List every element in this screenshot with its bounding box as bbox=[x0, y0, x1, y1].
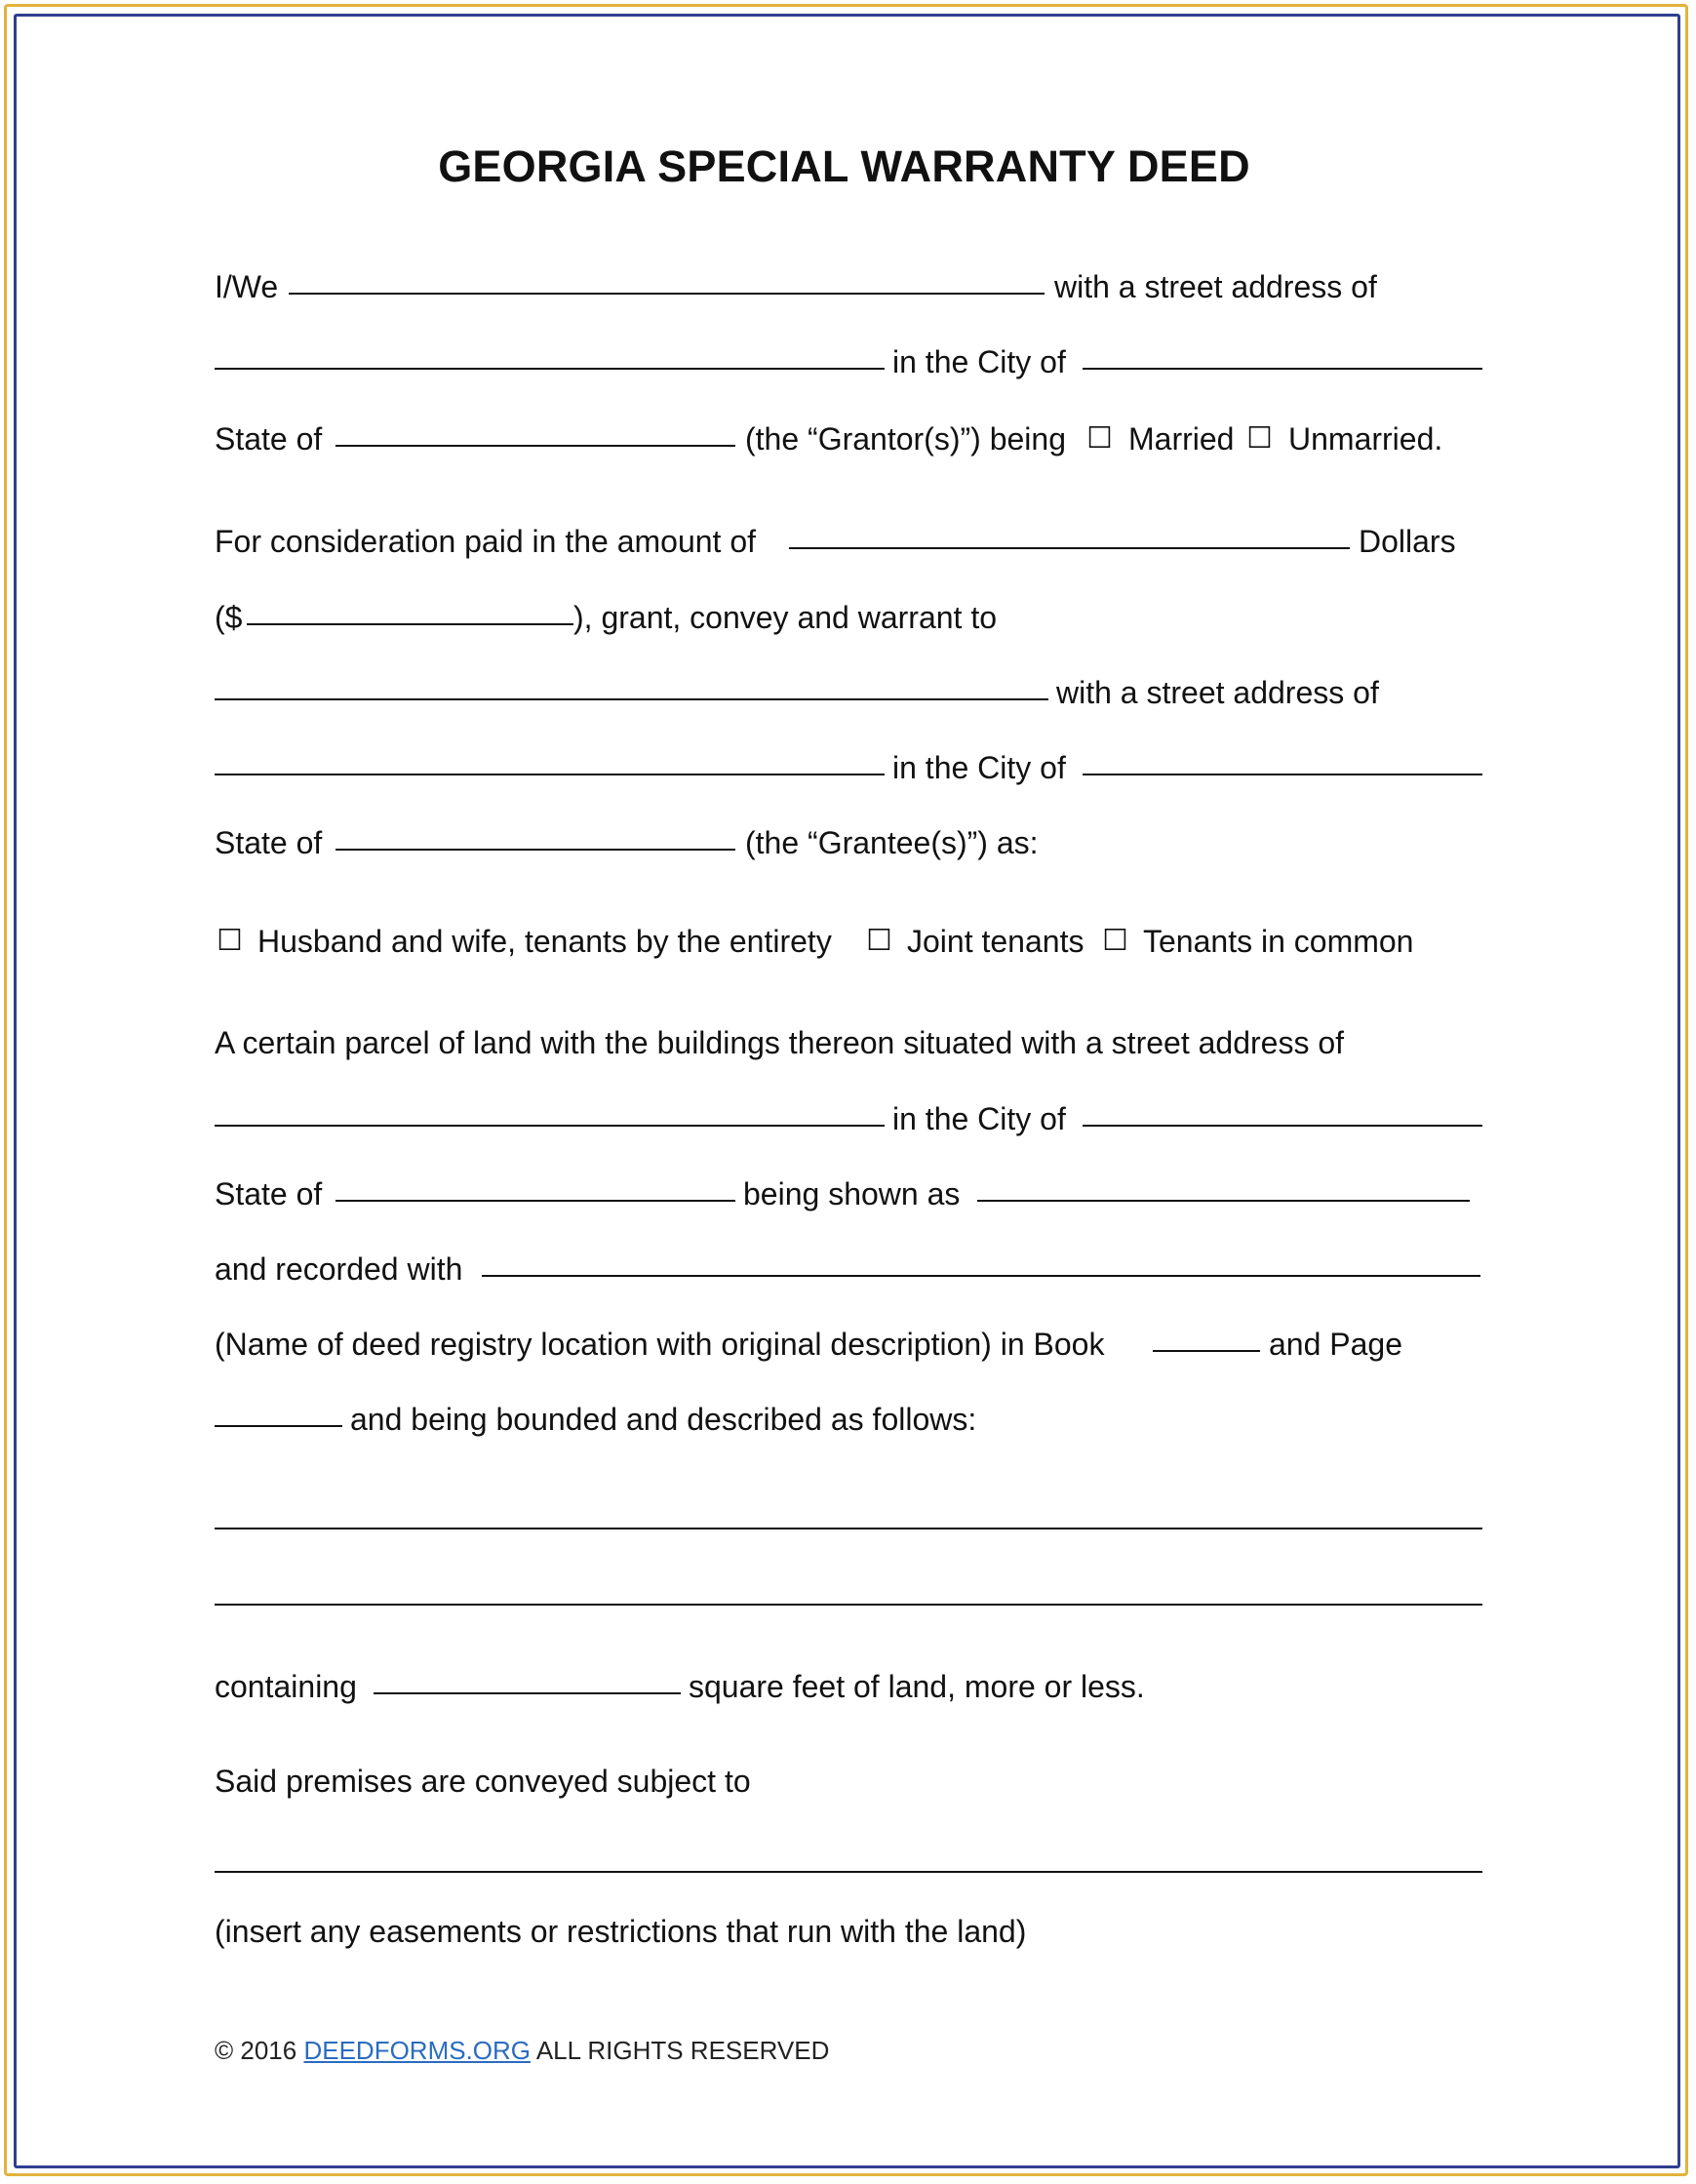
grant-convey-label: ), grant, convey and warrant to bbox=[573, 600, 997, 635]
square-feet-field[interactable] bbox=[374, 1665, 681, 1694]
iwe-label: I/We bbox=[215, 269, 279, 304]
dollars-label: Dollars bbox=[1359, 524, 1456, 559]
description-field-2[interactable] bbox=[215, 1604, 1482, 1606]
grantor-state-field[interactable] bbox=[335, 417, 735, 447]
grantor-city-field[interactable] bbox=[1083, 340, 1482, 370]
recorded-with-field[interactable] bbox=[482, 1248, 1480, 1277]
easements-note-line bbox=[215, 1910, 1482, 1953]
page-border-inner bbox=[14, 14, 1680, 2168]
consideration-label: For consideration paid in the amount of bbox=[215, 524, 756, 559]
book-page-line bbox=[215, 1323, 1482, 1366]
parcel-state-field[interactable] bbox=[335, 1172, 735, 1202]
and-page-label: and Page bbox=[1269, 1327, 1403, 1362]
parcel-intro-line bbox=[215, 1021, 1482, 1064]
footer-rights: ALL RIGHTS RESERVED bbox=[535, 2036, 830, 2065]
grantee-city-field[interactable] bbox=[1083, 746, 1482, 775]
grantee-street-field[interactable] bbox=[215, 746, 885, 775]
consideration-words-field[interactable] bbox=[789, 520, 1350, 549]
grantor-name-line bbox=[215, 265, 1482, 308]
grantor-address-line bbox=[215, 340, 1482, 383]
dollar-amount-line bbox=[215, 596, 1482, 639]
husband-wife-label: Husband and wife, tenants by the entirety bbox=[257, 924, 832, 959]
grantee-state-field[interactable] bbox=[335, 821, 735, 851]
tenants-common-label: Tenants in common bbox=[1143, 924, 1414, 959]
grantor-street-field[interactable] bbox=[215, 340, 885, 370]
grantor-state-label: State of bbox=[215, 421, 323, 457]
conveyed-subject-label: Said premises are conveyed subject to bbox=[215, 1764, 751, 1799]
footer bbox=[215, 2034, 829, 2067]
grantee-name-line bbox=[215, 671, 1482, 714]
grantor-state-line bbox=[215, 417, 1482, 460]
parcel-city-label: in the City of bbox=[892, 1101, 1066, 1136]
grantee-state-label: State of bbox=[215, 825, 323, 860]
containing-label: containing bbox=[215, 1669, 357, 1704]
footer-site-link[interactable]: DEEDFORMS.ORG bbox=[303, 2036, 532, 2065]
registry-desc-label: (Name of deed registry location with original description) in Book bbox=[215, 1327, 1105, 1362]
grantor-being-label: (the “Grantor(s)”) being bbox=[745, 421, 1066, 457]
grantee-name-field[interactable] bbox=[215, 671, 1048, 700]
grantee-street-label: with a street address of bbox=[1056, 675, 1379, 710]
conveyed-subject-line bbox=[215, 1760, 1482, 1803]
husband-wife-checkbox[interactable]: ☐ bbox=[217, 924, 243, 958]
parcel-intro-text: A certain parcel of land with the buildings thereon situated with a street address of bbox=[215, 1025, 1345, 1060]
recorded-with-line bbox=[215, 1248, 1482, 1291]
parcel-city-field[interactable] bbox=[1083, 1097, 1482, 1127]
dollar-amount-field[interactable] bbox=[247, 596, 573, 625]
description-field-1[interactable] bbox=[215, 1528, 1482, 1529]
consideration-line bbox=[215, 520, 1482, 563]
book-field[interactable] bbox=[1153, 1323, 1260, 1352]
grantor-name-field[interactable] bbox=[289, 265, 1045, 295]
parcel-address-line bbox=[215, 1097, 1482, 1140]
footer-copyright: © 2016 bbox=[215, 2036, 297, 2065]
being-shown-field[interactable] bbox=[977, 1172, 1470, 1202]
grantee-city-label: in the City of bbox=[892, 750, 1066, 785]
containing-line bbox=[215, 1665, 1482, 1708]
bounded-label: and being bounded and described as follows: bbox=[350, 1402, 977, 1437]
page-field[interactable] bbox=[215, 1398, 342, 1427]
square-feet-label: square feet of land, more or less. bbox=[689, 1669, 1145, 1704]
unmarried-checkbox[interactable]: ☐ bbox=[1246, 421, 1273, 456]
grantor-street-label: with a street address of bbox=[1054, 269, 1377, 304]
grantee-address-line bbox=[215, 746, 1482, 789]
married-checkbox[interactable]: ☐ bbox=[1086, 421, 1113, 456]
parcel-state-line bbox=[215, 1172, 1482, 1215]
page-number-line bbox=[215, 1398, 1482, 1441]
joint-tenants-label: Joint tenants bbox=[907, 924, 1085, 959]
easements-note: (insert any easements or restrictions that run with the land) bbox=[215, 1914, 1027, 1949]
married-label: Married bbox=[1128, 421, 1235, 457]
document-title-text: GEORGIA SPECIAL WARRANTY DEED bbox=[438, 141, 1250, 191]
being-shown-label: being shown as bbox=[743, 1176, 961, 1211]
grantee-state-line bbox=[215, 821, 1482, 864]
dollar-open-label: ($ bbox=[215, 600, 243, 635]
joint-tenants-checkbox[interactable]: ☐ bbox=[866, 924, 892, 958]
recorded-with-label: and recorded with bbox=[215, 1251, 463, 1287]
parcel-street-field[interactable] bbox=[215, 1097, 885, 1127]
grantor-city-label: in the City of bbox=[892, 344, 1066, 379]
parcel-state-label: State of bbox=[215, 1176, 323, 1211]
grantee-as-label: (the “Grantee(s)”) as: bbox=[745, 825, 1039, 860]
tenancy-line bbox=[215, 920, 1482, 963]
easements-field[interactable] bbox=[215, 1871, 1482, 1873]
document-title bbox=[0, 141, 1696, 191]
unmarried-label: Unmarried. bbox=[1288, 421, 1443, 457]
tenants-common-checkbox[interactable]: ☐ bbox=[1102, 924, 1128, 958]
